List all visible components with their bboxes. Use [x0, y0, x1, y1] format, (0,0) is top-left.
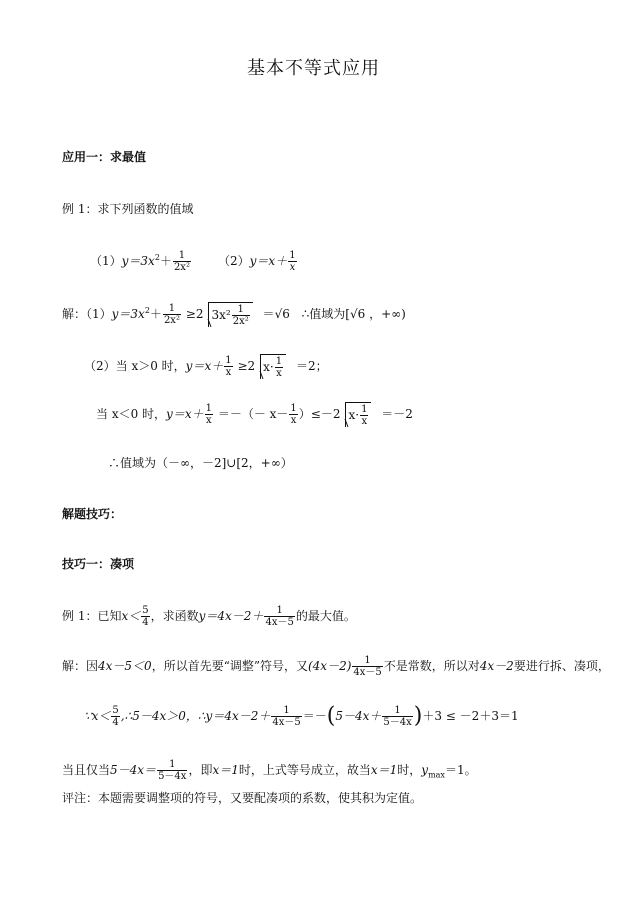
problem-1-sup: 2	[154, 253, 160, 262]
example-2-function: y＝4x－2＋	[198, 609, 264, 623]
solution-1-radical	[208, 302, 252, 327]
fraction-numerator: 1	[290, 403, 297, 414]
example-2-tail: 的最大值。	[295, 609, 356, 623]
problem-1-plus: ＋	[159, 254, 172, 268]
example-1-problem-1	[90, 250, 192, 273]
fraction-numerator: 1	[382, 705, 412, 717]
solution-3-tail: ＝－2	[381, 407, 413, 421]
solution-5-fraction-c	[382, 705, 412, 728]
solution-5-right-paren: )	[413, 703, 423, 729]
solution-2-expr: y＝x＋	[185, 359, 224, 373]
solution-part-2	[84, 354, 328, 379]
fraction-numerator: 1	[275, 356, 283, 367]
page-title: 基本不等式应用	[247, 58, 380, 79]
fraction-numerator: 1	[157, 759, 187, 771]
solution-3-paren: ）≤－2	[298, 407, 341, 421]
solution-6-x2: x＝1	[370, 763, 398, 777]
fraction-denominator: 4	[112, 717, 119, 728]
fraction-denominator: x	[205, 415, 212, 426]
solution-2-fraction	[224, 355, 232, 378]
radicand-fraction	[360, 404, 368, 427]
fraction-denominator: x	[289, 262, 296, 273]
section-heading-skills: 解题技巧：	[62, 507, 123, 521]
fraction-numerator: 1	[289, 250, 296, 261]
solution-6-ymax-tail: ＝1。	[444, 763, 477, 777]
fraction-denominator: 5－4x	[383, 717, 412, 728]
solution-4-line	[62, 655, 610, 678]
problem-1-fraction	[173, 250, 191, 273]
solution-4-lead: 解：因	[62, 659, 99, 673]
fraction-denominator: 4x－5	[272, 717, 301, 728]
solution-5-inner: 5－4x＋	[335, 709, 382, 723]
solution-4-text-2: 不是常数，所以对	[383, 659, 480, 673]
fraction-numerator: 1	[225, 355, 232, 366]
solution-1-ge: ≥2	[185, 307, 204, 321]
solution-5-because-tail: ,∴5－4x＞0	[120, 709, 186, 723]
fraction-denominator: 4x－5	[265, 617, 294, 628]
solution-1-lead: 解：（1）	[62, 307, 112, 321]
solution-5-eq: ＝－	[302, 709, 327, 723]
comment-note: 评注：本题需要调整项的符号，又要配凑项的系数，使其积为定值。	[62, 791, 423, 805]
fraction-denominator: x	[290, 415, 297, 426]
solution-5-because: ∵x＜	[84, 709, 111, 723]
solution-5-left-paren: (	[326, 703, 336, 729]
section-heading-apply-one: 应用一：求最值	[62, 150, 147, 164]
solution-1-sup: 2	[144, 306, 150, 315]
solution-1-sqrt6: √6	[274, 307, 290, 321]
solution-1-expr: y＝3x	[111, 307, 145, 321]
solution-6-line	[62, 759, 477, 783]
example-1-label: 例 1：求下列函数的值域	[62, 202, 194, 216]
problem-1-lead: （1）	[90, 254, 122, 268]
solution-6-text-2: 时，上式等号成立，故当	[238, 763, 371, 777]
solution-2-lead: （2）当 x＞0 时，	[84, 359, 186, 373]
fraction-numerator: 1	[205, 403, 212, 414]
fraction-denominator: 4	[142, 617, 149, 628]
solution-5-tail: ＋3 ≤ －2＋3＝1	[422, 709, 519, 723]
solution-6-ymax-sub: max	[428, 770, 445, 780]
fraction-numerator: 1	[163, 303, 181, 315]
solution-4-expr: 4x－2	[479, 659, 514, 673]
fraction-denominator: 2x²	[232, 316, 249, 327]
example-2-lead: 例 1：已知	[62, 609, 122, 623]
fraction-numerator: 1	[271, 705, 301, 717]
solution-6-equation: 5－4x＝	[110, 763, 157, 777]
solution-5-fraction-b	[271, 705, 301, 728]
example-2-statement	[62, 605, 356, 628]
radicand-left: 3x²	[211, 308, 231, 322]
fraction-numerator: 5	[112, 705, 119, 716]
solution-2-tail: ＝2；	[295, 359, 328, 373]
solution-6-text-3: 时，	[397, 763, 422, 777]
fraction-denominator: x	[225, 367, 232, 378]
solution-2-radical	[260, 354, 286, 379]
fraction-numerator: 1	[264, 605, 294, 617]
example-2-condition-fraction	[141, 605, 149, 628]
radicand-left: x·	[263, 360, 274, 374]
solution-4-text-1: ，所以首先要“调整”符号，又	[151, 659, 308, 673]
example-2-mid: ，求函数	[150, 609, 199, 623]
fraction-numerator: 1	[352, 655, 382, 667]
problem-1-expr: y＝3x	[121, 254, 155, 268]
problem-2-fraction	[288, 250, 296, 273]
solution-3-mid: ＝－（－ x－	[217, 407, 289, 421]
section-heading-skill-one: 技巧一：凑项	[62, 557, 135, 571]
solution-3-lead: 当 x＜0 时，	[96, 407, 167, 421]
solution-2-ge: ≥2	[237, 359, 256, 373]
example-1-problem-2	[218, 250, 298, 273]
fraction-numerator: 1	[173, 250, 191, 262]
fraction-denominator: 2x²	[163, 315, 180, 326]
example-2-function-fraction	[264, 605, 294, 628]
solution-4-fraction	[352, 655, 382, 678]
solution-part-3	[96, 402, 413, 427]
solution-4-text-3: 要进行拆、凑项，	[513, 659, 610, 673]
solution-1-fraction	[163, 303, 181, 326]
solution-6-ymax: y	[421, 763, 429, 777]
fraction-denominator: x	[276, 368, 282, 379]
solution-6-lead: 当且仅当	[62, 763, 111, 777]
solution-3-radical	[345, 402, 371, 427]
fraction-denominator: 4x－5	[353, 667, 382, 678]
solution-6-text-1: ，即	[188, 763, 213, 777]
solution-5-fraction-a	[111, 705, 119, 728]
solution-3-expr: y＝x＋	[166, 407, 204, 421]
solution-part-1	[62, 302, 406, 327]
example-2-condition: x＜	[121, 609, 141, 623]
problem-2-expr: y＝x＋	[249, 254, 288, 268]
fraction-denominator: x	[361, 416, 368, 427]
range-conclusion: ∴值域为（－∞，－2]∪[2，+∞）	[108, 456, 293, 470]
fraction-numerator: 1	[361, 404, 368, 415]
solution-5-therefore: ，∴y＝4x－2＋	[185, 709, 271, 723]
solution-3-fraction-2	[289, 403, 297, 426]
solution-4-paren: (4x－2)	[307, 659, 352, 673]
solution-6-fraction	[157, 759, 187, 782]
radicand-fraction	[232, 304, 250, 327]
solution-4-inequality: 4x－5＜0	[98, 659, 152, 673]
solution-1-plus: ＋	[149, 307, 162, 321]
solution-6-x1: x＝1	[212, 763, 239, 777]
solution-1-range: ∴值域为[√6 ，+∞)	[301, 307, 406, 321]
fraction-numerator: 5	[142, 605, 149, 616]
solution-1-eq: ＝	[262, 307, 275, 321]
fraction-denominator: 2x²	[173, 262, 190, 273]
problem-2-lead: （2）	[218, 254, 250, 268]
solution-5-line	[84, 705, 519, 728]
solution-3-fraction	[205, 403, 213, 426]
fraction-numerator: 1	[232, 304, 250, 316]
fraction-denominator: 5－4x	[158, 771, 187, 782]
radicand-fraction	[275, 356, 283, 379]
radicand-left: x·	[348, 408, 360, 422]
